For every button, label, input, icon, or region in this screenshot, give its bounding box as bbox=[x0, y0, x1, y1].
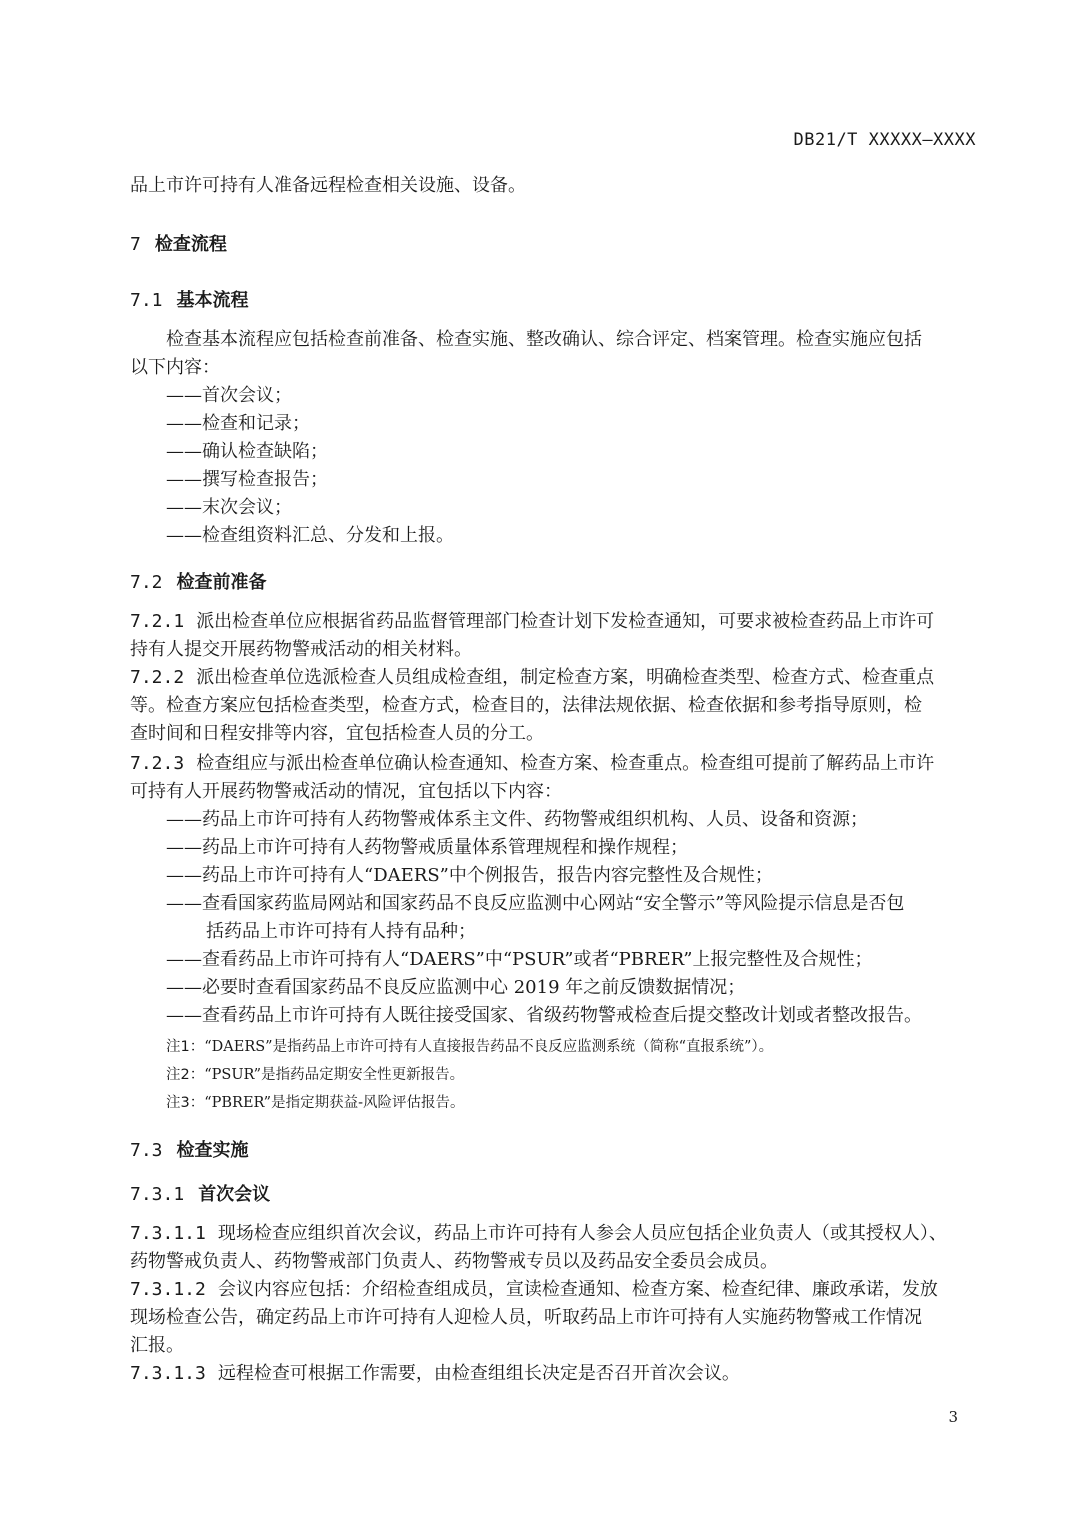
list-item: ——药品上市许可持有人“DAERS”中个例报告，报告内容完整性及合规性； bbox=[166, 865, 773, 886]
list-item: ——确认检查缺陷； bbox=[166, 441, 328, 462]
list-item: ——查看药品上市许可持有人“DAERS”中“PSUR”或者“PBRER”上报完整性及合规性； bbox=[166, 949, 873, 970]
note-label: 注1： bbox=[166, 1039, 205, 1055]
section-number: 7.3 bbox=[130, 1140, 163, 1161]
paragraph-line: 汇报。 bbox=[130, 1335, 184, 1356]
section-title: 检查前准备 bbox=[176, 572, 267, 593]
section-7-heading bbox=[130, 230, 227, 256]
paragraph-line: 查时间和日程安排等内容，宜包括检查人员的分工。 bbox=[130, 723, 544, 744]
clause-text: 派出检查单位选派检查人员组成检查组，制定检查方案，明确检查类型、检查方式、检查重点 bbox=[196, 667, 935, 688]
note-2 bbox=[166, 1064, 464, 1086]
clause-text: 会议内容应包括：介绍检查组成员，宣读检查通知、检查方案、检查纪律、廉政承诺，发放 bbox=[217, 1279, 938, 1300]
document-code: DB21/T XXXXX—XXXX bbox=[793, 130, 976, 150]
clause-text: 检查组应与派出检查单位确认检查通知、检查方案、检查重点。检查组可提前了解药品上市许 bbox=[196, 753, 935, 774]
clause-number: 7.2.2 bbox=[130, 667, 185, 688]
section-7-1-heading bbox=[130, 286, 249, 312]
clause-7-2-2 bbox=[130, 664, 934, 692]
section-number: 7.2 bbox=[130, 572, 163, 593]
section-title: 检查实施 bbox=[176, 1140, 249, 1161]
section-title: 检查流程 bbox=[154, 234, 227, 255]
list-item: ——检查组资料汇总、分发和上报。 bbox=[166, 525, 454, 546]
note-3 bbox=[166, 1092, 465, 1114]
page-number: 3 bbox=[948, 1408, 958, 1426]
paragraph-line: 检查基本流程应包括检查前准备、检查实施、整改确认、综合评定、档案管理。检查实施应包括 bbox=[166, 329, 922, 350]
list-item: ——检查和记录； bbox=[166, 413, 310, 434]
list-item: ——药品上市许可持有人药物警戒体系主文件、药物警戒组织机构、人员、设备和资源； bbox=[166, 809, 868, 830]
note-text: “PSUR”是指药品定期安全性更新报告。 bbox=[204, 1067, 465, 1083]
clause-number: 7.3.1.1 bbox=[130, 1223, 206, 1244]
section-number: 7 bbox=[130, 234, 141, 255]
clause-7-2-3 bbox=[130, 750, 934, 778]
list-item: ——首次会议； bbox=[166, 385, 292, 406]
note-1 bbox=[166, 1036, 773, 1058]
clause-text: 现场检查应组织首次会议，药品上市许可持有人参会人员应包括企业负责人（或其授权人）、 bbox=[217, 1223, 947, 1244]
list-item: ——查看国家药监局网站和国家药品不良反应监测中心网站“安全警示”等风险提示信息是否包 bbox=[166, 893, 905, 914]
clause-number: 7.3.1.2 bbox=[130, 1279, 206, 1300]
clause-7-3-1-3 bbox=[130, 1360, 740, 1388]
section-number: 7.3.1 bbox=[130, 1184, 185, 1205]
section-number: 7.1 bbox=[130, 290, 163, 311]
paragraph-line: 以下内容： bbox=[130, 357, 220, 378]
note-label: 注2： bbox=[166, 1067, 205, 1083]
paragraph-line: 可持有人开展药物警戒活动的情况，宜包括以下内容： bbox=[130, 781, 562, 802]
note-label: 注3： bbox=[166, 1095, 205, 1111]
list-item: ——必要时查看国家药品不良反应监测中心 2019 年之前反馈数据情况； bbox=[166, 977, 746, 998]
clause-number: 7.3.1.3 bbox=[130, 1363, 206, 1384]
note-text: “PBRER”是指定期获益-风险评估报告。 bbox=[204, 1095, 465, 1111]
section-7-3-1-heading bbox=[130, 1180, 270, 1206]
section-7-3-heading bbox=[130, 1136, 249, 1162]
list-item: ——撰写检查报告； bbox=[166, 469, 328, 490]
section-7-2-heading bbox=[130, 568, 267, 594]
clause-7-3-1-1 bbox=[130, 1220, 947, 1248]
clause-7-3-1-2 bbox=[130, 1276, 938, 1304]
paragraph-line: 持有人提交开展药物警戒活动的相关材料。 bbox=[130, 639, 472, 660]
section-title: 基本流程 bbox=[176, 290, 249, 311]
note-text: “DAERS”是指药品上市许可持有人直接报告药品不良反应监测系统（简称“直报系统”）。 bbox=[204, 1039, 774, 1055]
list-item-continuation: 括药品上市许可持有人持有品种； bbox=[206, 921, 476, 942]
clause-text: 派出检查单位应根据省药品监督管理部门检查计划下发检查通知，可要求被检查药品上市许可 bbox=[196, 611, 935, 632]
clause-number: 7.2.3 bbox=[130, 753, 185, 774]
clause-text: 远程检查可根据工作需要，由检查组组长决定是否召开首次会议。 bbox=[217, 1363, 740, 1384]
clause-7-2-1 bbox=[130, 608, 934, 636]
section-title: 首次会议 bbox=[198, 1184, 271, 1205]
list-item: ——查看药品上市许可持有人既往接受国家、省级药物警戒检查后提交整改计划或者整改报告。 bbox=[166, 1005, 922, 1026]
clause-number: 7.2.1 bbox=[130, 611, 185, 632]
list-item: ——药品上市许可持有人药物警戒质量体系管理规程和操作规程； bbox=[166, 837, 688, 858]
paragraph-line: 现场检查公告，确定药品上市许可持有人迎检人员，听取药品上市许可持有人实施药物警戒工作情况 bbox=[130, 1307, 922, 1328]
paragraph-line: 药物警戒负责人、药物警戒部门负责人、药物警戒专员以及药品安全委员会成员。 bbox=[130, 1251, 778, 1272]
paragraph-line: 等。检查方案应包括检查类型，检查方式，检查目的，法律法规依据、检查依据和参考指导原则，检 bbox=[130, 695, 922, 716]
list-item: ——末次会议； bbox=[166, 497, 292, 518]
continuation-text: 品上市许可持有人准备远程检查相关设施、设备。 bbox=[130, 175, 526, 196]
